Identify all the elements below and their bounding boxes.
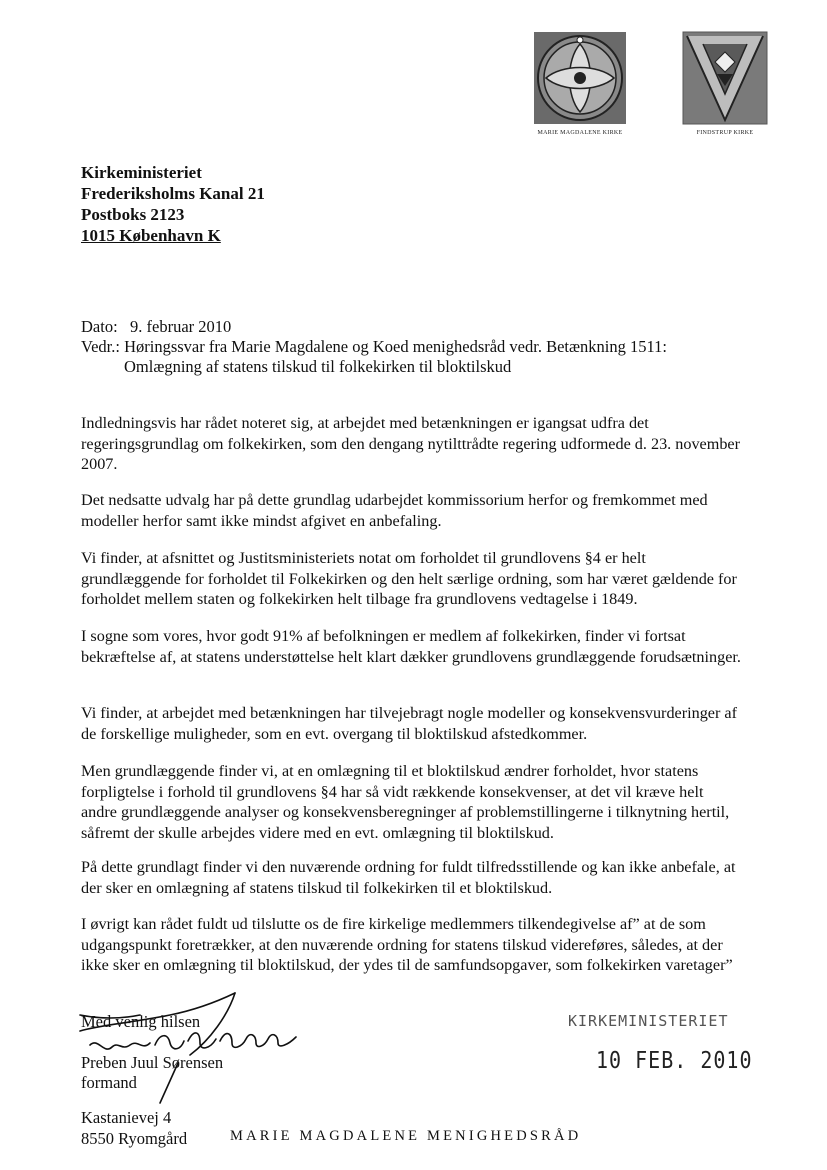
marie-magdalene-kirke-logo xyxy=(534,32,626,124)
recipient-address xyxy=(81,162,265,246)
received-date-stamp: 10 FEB. 2010 xyxy=(596,1046,753,1074)
sender-city: 8550 Ryomgård xyxy=(81,1129,188,1148)
right-logo-caption: FINDSTRUP KIRKE xyxy=(696,130,754,136)
paragraph-7: På dette grundlagt finder vi den nuværende ordning for fuldt tilfredsstillende og kan ikke anbefale, at der sker en omlægning af statens tilskud til folkekirken til et bloktilskud. xyxy=(81,858,736,897)
signatory-title: formand xyxy=(81,1073,137,1092)
subject-line-2: Omlægning af statens tilskud til folkekirken til bloktilskud xyxy=(124,357,512,376)
recipient-street: Frederiksholms Kanal 21 xyxy=(81,184,265,203)
date-row xyxy=(81,317,667,337)
subject-label: Vedr.: xyxy=(81,337,120,356)
handwritten-signature xyxy=(60,985,320,1105)
recipient-name: Kirkeministeriet xyxy=(81,163,202,182)
sender-street: Kastanievej 4 xyxy=(81,1108,172,1127)
paragraph-5: Vi finder, at arbejdet med betænkningen har tilvejebragt nogle modeller og konsekvensvurderinger af de forskellige muligheder, som en evt. overgang til bloktilskud afstedkommer. xyxy=(81,704,738,743)
letter-meta xyxy=(81,317,667,377)
left-logo-caption: MARIE MAGDALENE KIRKE xyxy=(537,130,623,136)
subject-line-1: Høringssvar fra Marie Magdalene og Koed menighedsråd vedr. Betænkning 1511: xyxy=(124,337,667,356)
paragraph-4: I sogne som vores, hvor godt 91% af befolkningen er medlem af folkekirken, finder vi fortsat bekræftelse af, at statens understøttelse helt klart dækker grundlovens grundlæggende forudsætninger. xyxy=(81,627,741,666)
date-value: 9. februar 2010 xyxy=(130,317,232,336)
recipient-pobox: Postboks 2123 xyxy=(81,205,185,224)
ministry-received-stamp: KIRKEMINISTERIET xyxy=(568,1012,729,1030)
paragraph-8: I øvrigt kan rådet fuldt ud tilslutte os de fire kirkelige medlemmers tilkendegivelse af” at de som udgangspunkt foretrækker, at den nuværende ordning for statens tilskud videreføres, således, at der ikke sker en omlægning til bloktilskud, der ydes til de samfundsopgaver, som folkekirken varetager” xyxy=(81,915,733,974)
paragraph-3: Vi finder, at afsnittet og Justitsministeriets notat om forholdet til grundlovens §4 er helt grundlæggende for forholdet til Folkekirken og den helt særlige ordning, som har været gældende for forholdet mellem staten og folkekirken helt tilbage fra grundlovens vedtagelse i 1849. xyxy=(81,549,737,608)
church-triangle-icon xyxy=(683,32,767,124)
footer-council-name: MARIE MAGDALENE MENIGHEDSRÅD xyxy=(230,1128,582,1144)
signatory-name: Preben Juul Sørensen xyxy=(81,1053,224,1072)
date-label: Dato: xyxy=(81,317,118,336)
closing-greeting: Med venlig hilsen xyxy=(81,1012,201,1031)
paragraph-1: Indledningsvis har rådet noteret sig, at arbejdet med betænkningen er igangsat udfra det regeringsgrundlag om folkekirken, som den dengang nytilttrådte regering udformede d. 23. november 2007. xyxy=(81,414,741,473)
paragraph-6: Men grundlæggende finder vi, at en omlægning til et bloktilskud ændrer forholdet, hvor statens forpligtelse i forhold til grundlovens §4 har så vidt rækkende konsekvenser, at det vil kræve helt andre grundlæggende analyser og konsekvensberegninger af problemstillingerne i tilknytning hertil, såfremt der skulle arbejdes videre med en evt. omlægning til bloktilskud. xyxy=(81,762,730,842)
church-seal-icon xyxy=(534,32,626,124)
recipient-city: 1015 København K xyxy=(81,226,221,245)
findstrup-kirke-logo xyxy=(683,32,767,124)
paragraph-2: Det nedsatte udvalg har på dette grundlag udarbejdet kommissorium herfor og fremkommet med modeller herfor samt ikke mindst afgivet en anbefaling. xyxy=(81,491,708,530)
subject-row xyxy=(81,337,667,357)
